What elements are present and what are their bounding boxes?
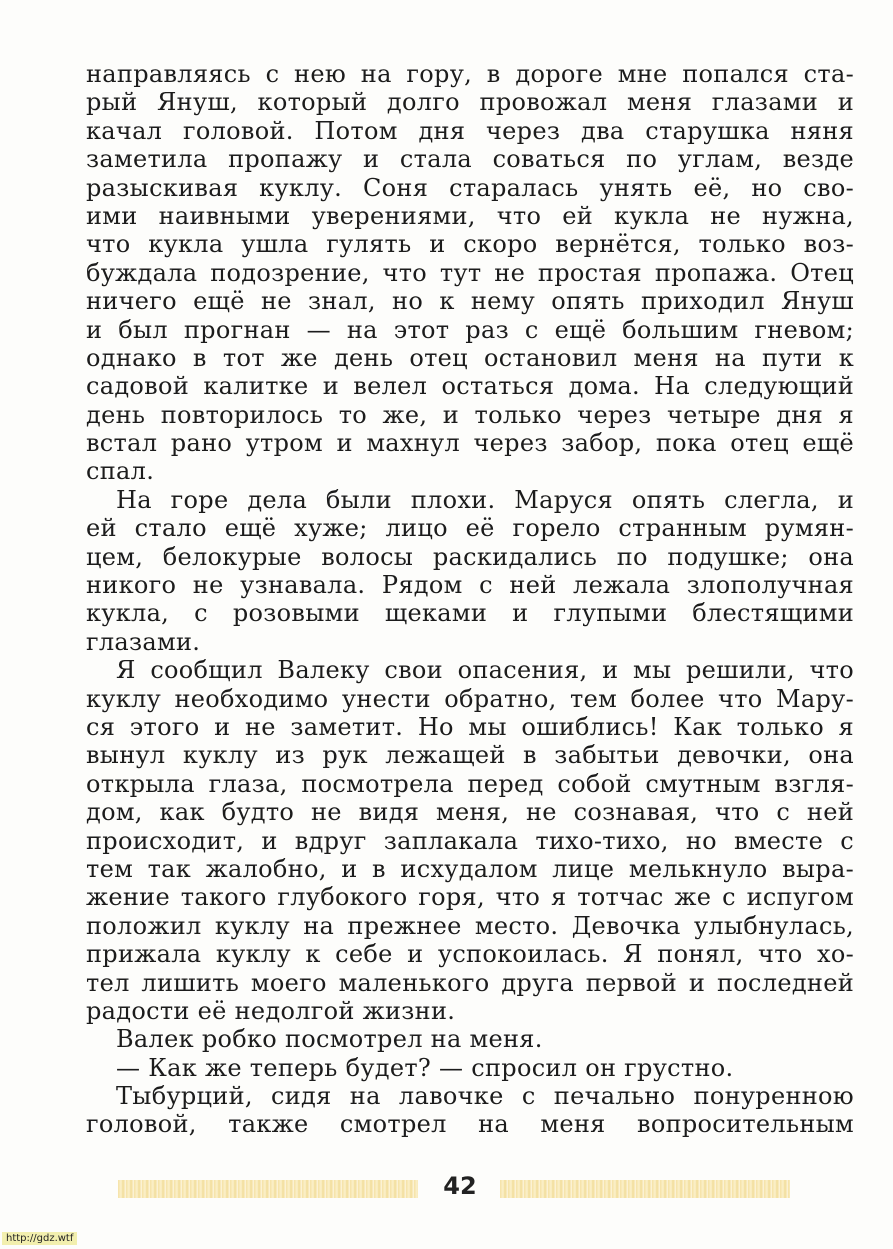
text-line: головой, также смотрел на меня вопросительным [86,1110,854,1139]
text-line: спал. [86,457,155,486]
text-line: прижала куклу к себе и успокоилась. Я понял, что хо- [86,940,854,969]
text-line: дом, как будто не видя меня, не сознавая, что с ней [86,798,854,827]
text-line: цем, белокурые волосы раскидались по подушке; она [86,542,854,571]
text-line: разыскивая куклу. Соня старалась унять её, но сво- [86,173,854,202]
text-line: На горе дела были плохи. Маруся опять слегла, и [116,485,854,514]
text-line: рый Януш, который долго провожал меня глазами и [86,88,854,117]
text-line: Валек робко посмотрел на меня. [116,1025,543,1054]
text-line: радости её недолгой жизни. [86,996,456,1025]
page-footer [0,1170,893,1210]
text-line: происходит, и вдруг заплакала тихо-тихо, но вместе с [86,826,854,855]
text-line: что кукла ушла гулять и скоро вернётся, только воз- [86,230,854,259]
text-line: глазами. [86,627,201,656]
watermark-link[interactable]: http://gdz.wtf [2,1232,77,1245]
text-line: куклу необходимо унести обратно, тем более что Мару- [86,684,854,713]
body-text [86,60,854,1139]
footer-ornament-left [118,1180,418,1198]
text-line: заметила пропажу и стала соваться по углам, везде [86,145,854,174]
text-line: тем так жалобно, и в исхудалом лице мелькнуло выра- [86,854,854,883]
page-number: 42 [443,1172,477,1200]
text-line: ничего ещё не знал, но к нему опять приходил Януш [86,287,854,316]
text-line: никого не узнавала. Рядом с ней лежала злополучная [86,571,854,600]
text-line: Я сообщил Валеку свои опасения, и мы решили, что [116,656,854,685]
text-line: буждала подозрение, что тут не простая пропажа. Отец [86,258,854,287]
text-line: ся этого и не заметит. Но мы ошиблись! Как только я [86,712,854,741]
text-line: Тыбурций, сидя на лавочке с печально понуренною [116,1082,854,1111]
text-line: ими наивными уверениями, что ей кукла не нужна, [86,201,854,230]
text-line: — Как же теперь будет? — спросил он грустно. [116,1053,734,1082]
text-line: положил куклу на прежнее место. Девочка улыбнулась, [86,911,854,940]
text-line: направляясь с нею на гору, в дороге мне попался ста- [86,60,854,88]
text-line: и был прогнан — на этот раз с ещё большим гневом; [86,315,854,344]
text-line: качал головой. Потом дня через два старушка няня [86,116,854,145]
text-line: жение такого глубокого горя, что я тотчас же с испугом [86,883,854,912]
text-line: тел лишить моего маленького друга первой и последней [86,968,854,997]
text-line: ей стало ещё хуже; лицо её горело странным румян- [86,514,854,543]
text-line: день повторилось то же, и только через четыре дня я [86,400,854,429]
text-line: вынул куклу из рук лежащей в забытьи девочки, она [86,741,854,770]
text-line: открыла глаза, посмотрела перед собой смутным взгля- [86,769,854,798]
text-line: встал рано утром и махнул через забор, пока отец ещё [86,429,854,458]
text-line: садовой калитке и велел остаться дома. На следующий [86,372,854,401]
text-line: однако в тот же день отец остановил меня на пути к [86,343,854,372]
footer-ornament-right [500,1180,790,1198]
text-line: кукла, с розовыми щеками и глупыми блестящими [86,599,854,628]
